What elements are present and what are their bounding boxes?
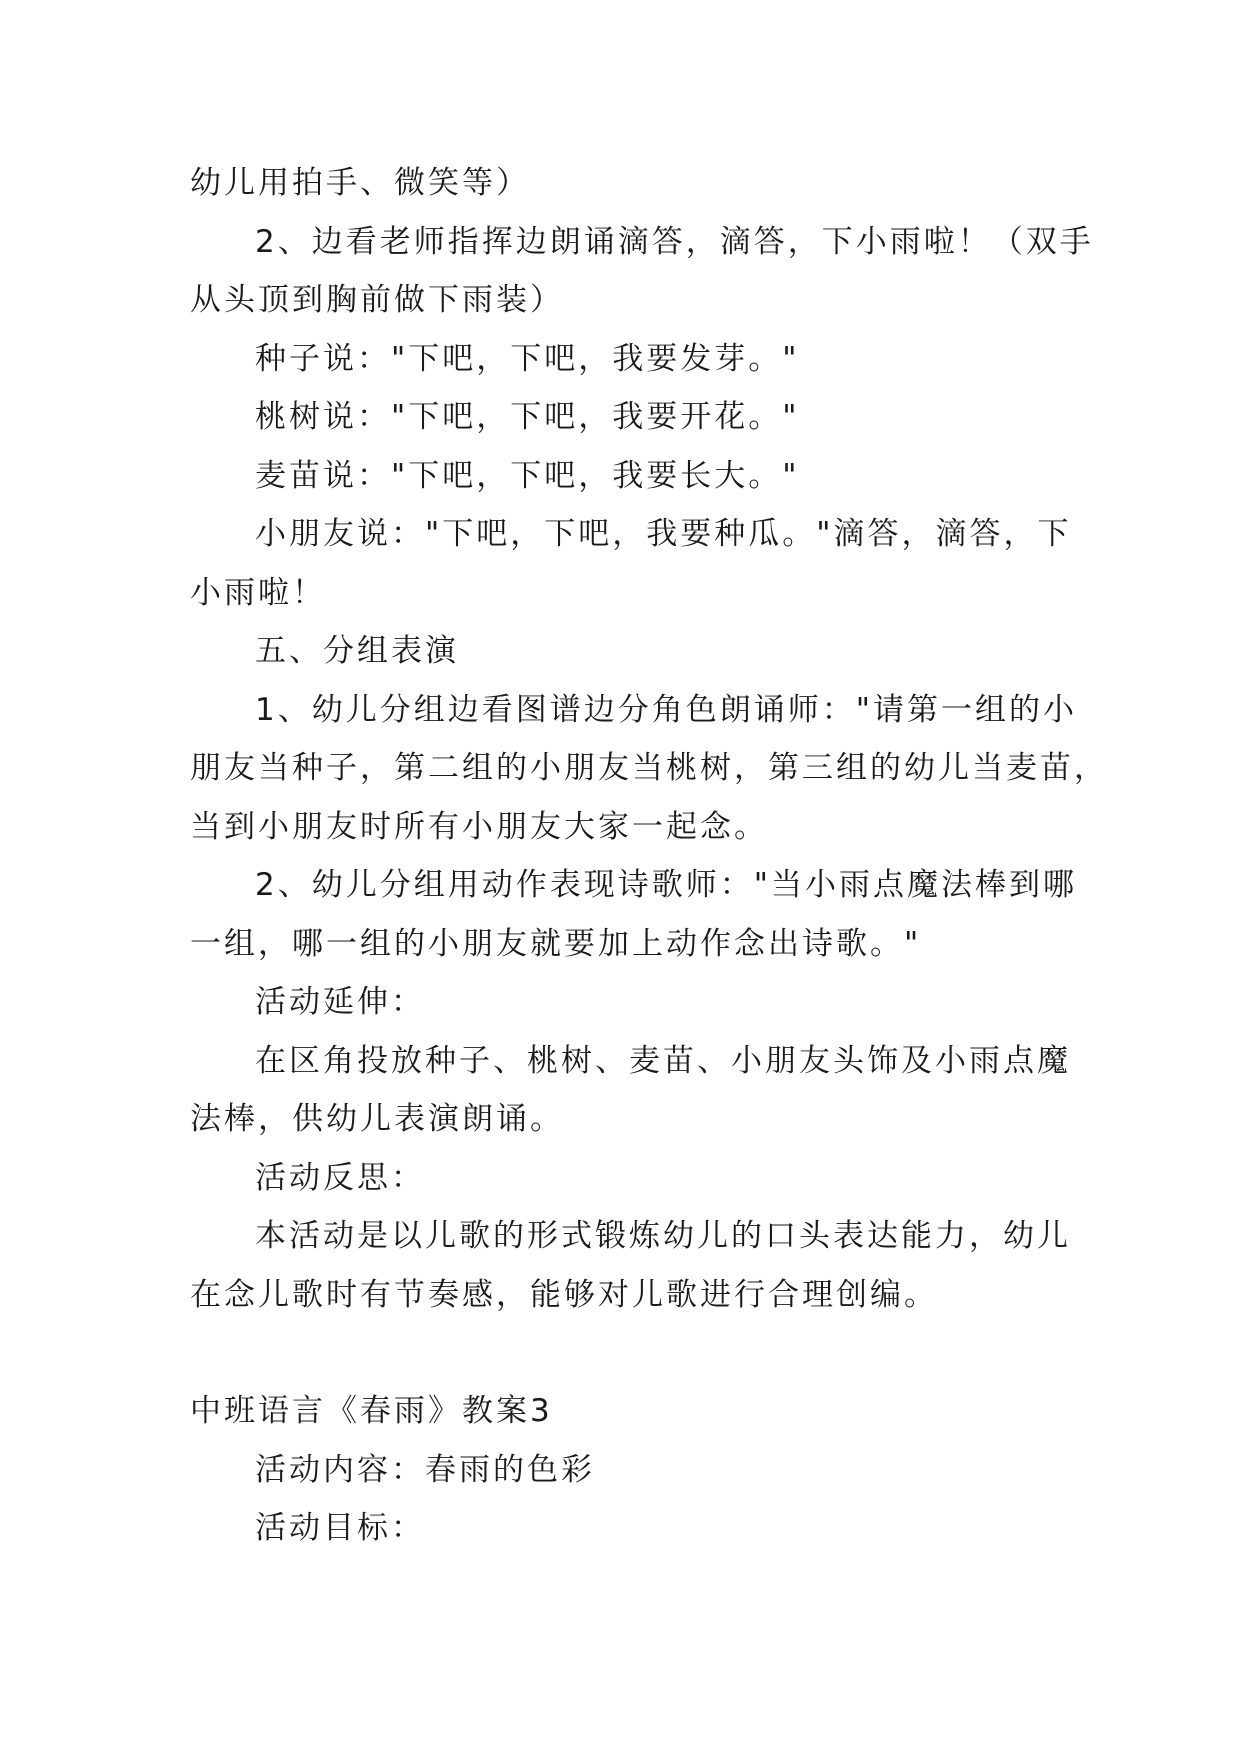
section-heading: 活动延伸：	[255, 984, 425, 1020]
document-title: 中班语言《春雨》教案3	[190, 1393, 553, 1429]
text-line: 小朋友说："下吧，下吧，我要种瓜。"滴答，滴答，下	[255, 516, 1072, 552]
text-line: 在区角投放种子、桃树、麦苗、小朋友头饰及小雨点魔	[255, 1043, 1071, 1079]
text-line: 在念儿歌时有节奏感，能够对儿歌进行合理创编。	[190, 1277, 938, 1313]
text-line: 当到小朋友时所有小朋友大家一起念。	[190, 809, 768, 845]
text-line: 本活动是以儿歌的形式锻炼幼儿的口头表达能力，幼儿	[255, 1218, 1071, 1254]
text-line: 从头顶到胸前做下雨装）	[190, 282, 564, 318]
text-line: 桃树说："下吧，下吧，我要开花。"	[255, 399, 800, 435]
section-heading: 活动反思：	[255, 1160, 425, 1196]
text-line: 2、边看老师指挥边朗诵滴答，滴答，下小雨啦！（双手	[255, 224, 1094, 260]
text-line: 幼儿用拍手、微笑等）	[190, 165, 530, 201]
text-line: 种子说："下吧，下吧，我要发芽。"	[255, 341, 800, 377]
text-line: 一组，哪一组的小朋友就要加上动作念出诗歌。"	[190, 926, 922, 962]
text-line: 法棒，供幼儿表演朗诵。	[190, 1101, 564, 1137]
section-heading: 活动目标：	[255, 1510, 425, 1546]
text-line: 麦苗说："下吧，下吧，我要长大。"	[255, 458, 800, 494]
text-line: 1、幼儿分组边看图谱边分角色朗诵师："请第一组的小	[255, 692, 1077, 728]
text-line: 小雨啦！	[190, 575, 326, 611]
text-line: 朋友当种子，第二组的小朋友当桃树，第三组的幼儿当麦苗，	[190, 750, 1108, 786]
text-line: 2、幼儿分组用动作表现诗歌师："当小雨点魔法棒到哪	[255, 867, 1077, 903]
text-line: 活动内容：春雨的色彩	[255, 1452, 595, 1488]
section-heading: 五、分组表演	[255, 633, 459, 669]
